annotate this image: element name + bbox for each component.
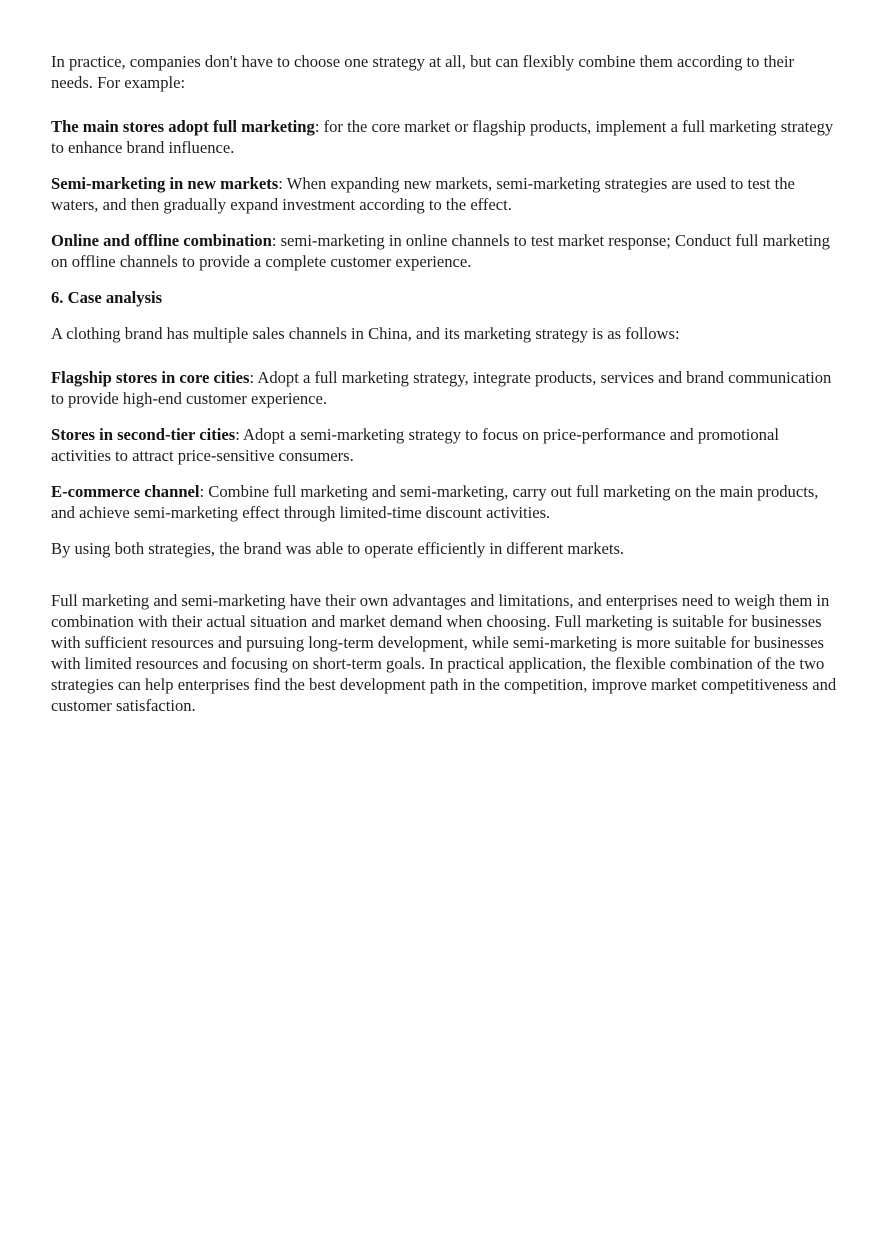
case-item [51,424,837,466]
combination-example-item [51,116,837,158]
document-page [51,51,837,716]
combination-example-term: Semi-marketing in new markets [51,174,279,193]
case-item-text: : Adopt a semi-marketing strategy to focus on price-performance and promotional activities to attract price-sensitive consumers. [51,425,779,465]
case-item-term: Flagship stores in core cities [51,368,250,387]
combination-example-item [51,173,837,215]
intro-paragraph: In practice, companies don't have to choose one strategy at all, but can flexibly combine them according to their needs. For example: [51,52,794,92]
combination-example-term: The main stores adopt full marketing [51,117,315,136]
case-analysis-heading: 6. Case analysis [51,288,163,307]
case-intro-paragraph: A clothing brand has multiple sales channels in China, and its marketing strategy is as follows: [51,324,680,343]
case-item-term: Stores in second-tier cities [51,425,236,444]
case-items [51,367,837,523]
combination-example-term: Online and offline combination [51,231,272,250]
combination-example-text: : semi-marketing in online channels to test market response; Conduct full marketing on offline channels to provide a complete customer experience. [51,231,830,271]
combination-examples [51,116,837,272]
case-item-text: : Adopt a full marketing strategy, integrate products, services and brand communication to provide high-end customer experience. [51,368,832,408]
case-item-text: : Combine full marketing and semi-marketing, carry out full marketing on the main products, and achieve semi-marketing effect through limited-time discount activities. [51,482,819,522]
conclusion-paragraph: Full marketing and semi-marketing have their own advantages and limitations, and enterprises need to weigh them in combination with their actual situation and market demand when choosing. Full marketing is suitable for businesses with sufficient resources and pursuing long-term development, while semi-marketing is more suitable for businesses with limited resources and focusing on short-term goals. In practical application, the flexible combination of the two strategies can help enterprises find the best development path in the competition, improve market competitiveness and customer satisfaction. [51,591,837,715]
case-summary-paragraph: By using both strategies, the brand was able to operate efficiently in different markets. [51,539,625,558]
combination-example-text: : for the core market or flagship products, implement a full marketing strategy to enhance brand influence. [51,117,834,157]
combination-example-item [51,230,837,272]
case-item-term: E-commerce channel [51,482,200,501]
case-item [51,481,837,523]
combination-example-text: : When expanding new markets, semi-marketing strategies are used to test the waters, and then gradually expand investment according to the effect. [51,174,795,214]
case-item [51,367,837,409]
